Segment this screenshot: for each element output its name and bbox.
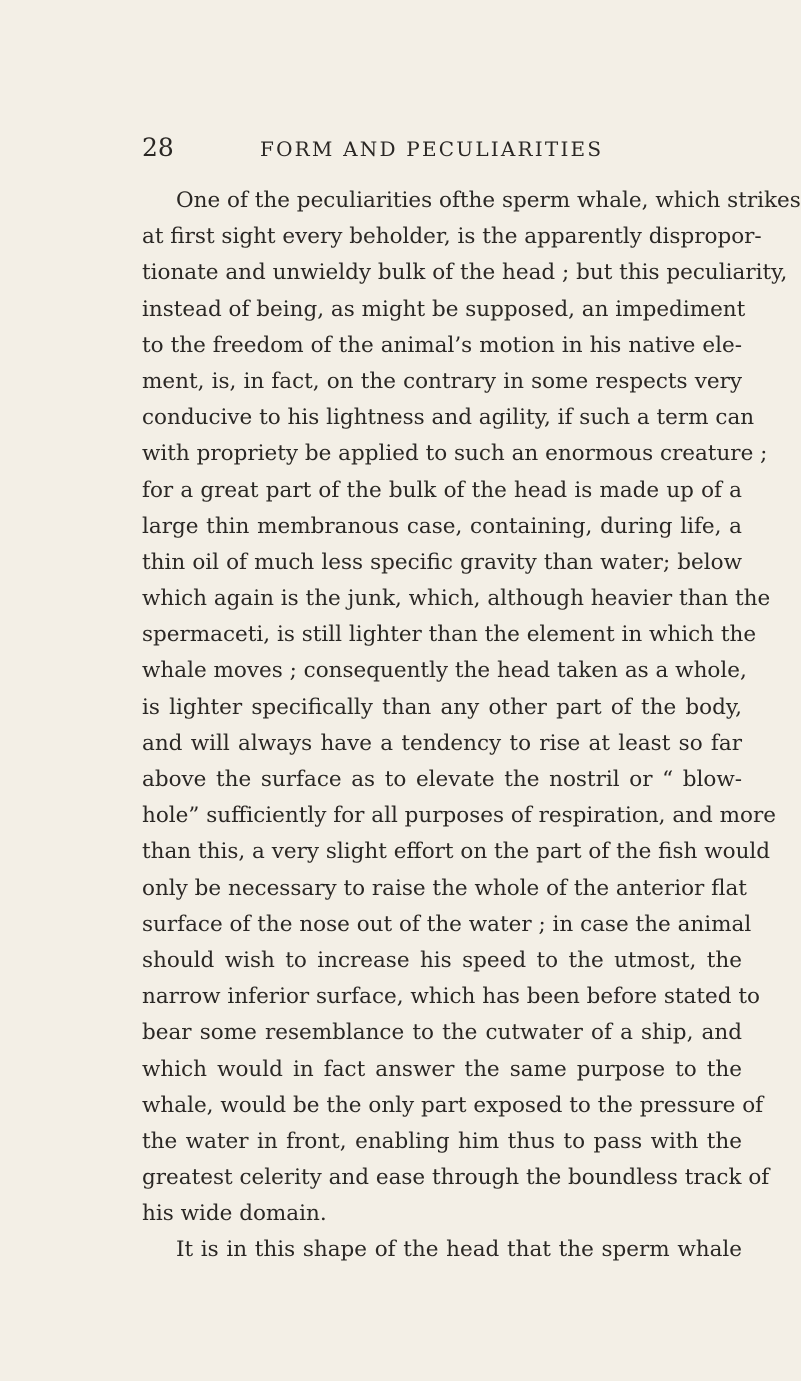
- text-line: the water in front, enabling him thus to pass with the: [142, 1128, 742, 1154]
- paragraph-1: [142, 183, 801, 1232]
- text-line: is lighter specifically than any other part of the body,: [142, 694, 742, 720]
- page-number: 28: [142, 133, 174, 162]
- text-line: One of the peculiarities ofthe sperm whale, which strikes: [176, 188, 801, 213]
- text-line: It is in this shape of the head that the sperm whale: [176, 1237, 742, 1263]
- text-line: with propriety be applied to such an enormous creature ;: [142, 441, 768, 467]
- text-line: hole” sufficiently for all purposes of respiration, and more: [142, 803, 776, 829]
- running-title: FORM AND PECULIARITIES: [260, 137, 604, 161]
- body-text: [142, 183, 801, 1269]
- paragraph-2: [142, 1232, 742, 1268]
- text-line: than this, a very slight effort on the part of the fish would: [142, 839, 771, 865]
- text-line: which would in fact answer the same purpose to the: [142, 1056, 742, 1082]
- text-line: his wide domain.: [142, 1201, 327, 1227]
- text-line: conducive to his lightness and agility, if such a term can: [142, 405, 755, 431]
- text-line: ment, is, in fact, on the contrary in some respects very: [142, 368, 742, 394]
- text-line: bear some resemblance to the cutwater of a ship, and: [142, 1020, 742, 1046]
- text-line: narrow inferior surface, which has been before stated to: [142, 984, 760, 1010]
- text-line: and will always have a tendency to rise at least so far: [142, 730, 742, 756]
- text-line: only be necessary to raise the whole of the anterior flat: [142, 875, 747, 901]
- text-line: to the freedom of the animal’s motion in his native ele-: [142, 332, 742, 358]
- text-line: whale moves ; consequently the head taken as a whole,: [142, 658, 747, 684]
- text-line: at first sight every beholder, is the apparently dispropor-: [142, 224, 762, 250]
- text-line: should wish to increase his speed to the utmost, the: [142, 947, 742, 973]
- text-line: which again is the junk, which, although heavier than the: [142, 586, 771, 612]
- text-line: above the surface as to elevate the nostril or “ blow-: [142, 767, 742, 792]
- text-line: whale, would be the only part exposed to the pressure of: [142, 1092, 764, 1118]
- text-line: surface of the nose out of the water ; in case the animal: [142, 911, 752, 937]
- text-line: thin oil of much less specific gravity than water; below: [142, 549, 742, 575]
- text-line: for a great part of the bulk of the head is made up of a: [142, 477, 742, 503]
- text-line: greatest celerity and ease through the boundless track of: [142, 1165, 770, 1191]
- text-line: tionate and unwieldy bulk of the head ; but this peculiarity,: [142, 260, 788, 286]
- text-line: instead of being, as might be supposed, an impediment: [142, 296, 746, 322]
- text-line: spermaceti, is still lighter than the element in which the: [142, 622, 757, 648]
- text-line: large thin membranous case, containing, during life, a: [142, 513, 742, 539]
- page-header: [142, 132, 742, 172]
